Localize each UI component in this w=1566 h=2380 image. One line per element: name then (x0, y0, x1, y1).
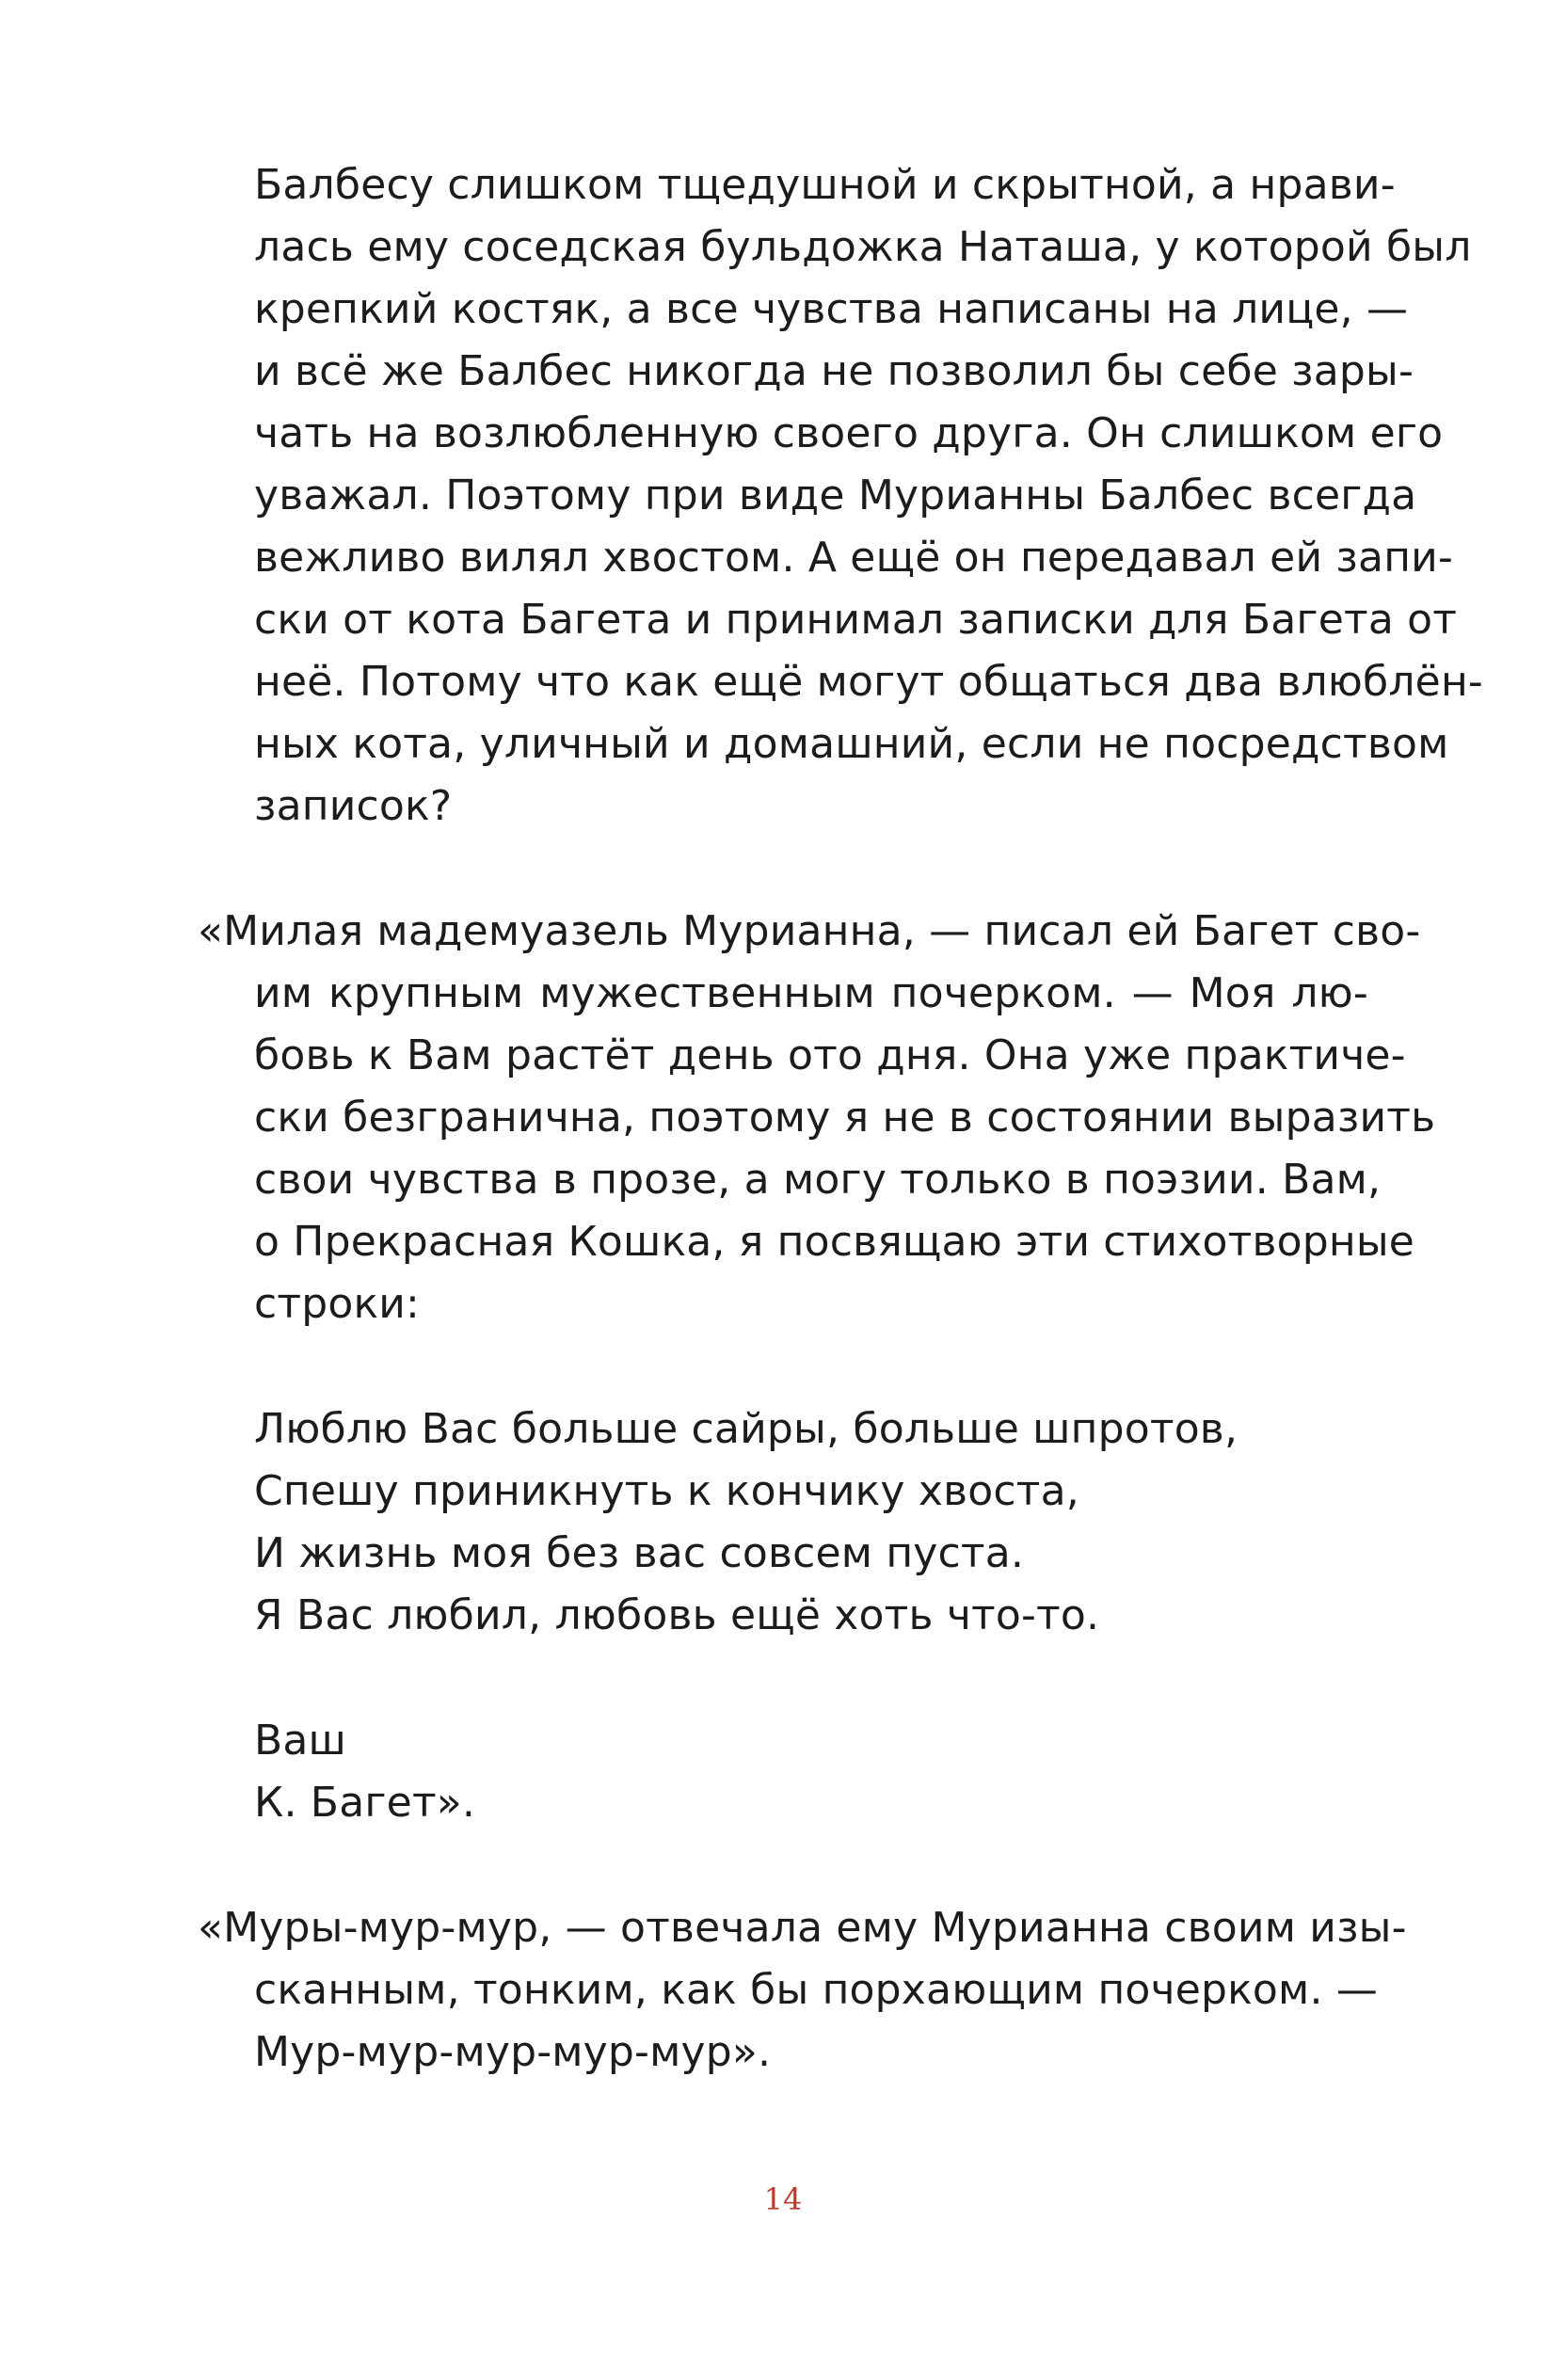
text-line: ски безгранична, поэтому я не в состоянии выразить (254, 1094, 1436, 1142)
text-line: «Муры-мур-мур, — отвечала ему Мурианна своим изы- (198, 1904, 1407, 1952)
signature-line: К. Багет». (254, 1779, 476, 1827)
text-line: вежливо вилял хвостом. А ещё он передавал ей запи- (254, 534, 1454, 582)
poem-line: Спешу приникнуть к кончику хвоста, (254, 1467, 1079, 1515)
poem-line: И жизнь моя без вас совсем пуста. (254, 1529, 1025, 1577)
text-line: ски от кота Багета и принимал записки для Багета от (254, 596, 1458, 644)
text-line: крепкий костяк, а все чувства написаны на лице, — (254, 285, 1409, 333)
text-line: ных кота, уличный и домашний, если не посредством (254, 720, 1449, 768)
text-line: Мур-мур-мур-мур-мур». (254, 2028, 772, 2076)
text-line: чать на возлюбленную своего друга. Он слишком его (254, 409, 1444, 457)
text-line: строки: (254, 1280, 421, 1328)
page-number: 14 (763, 2181, 803, 2217)
signature-line: Ваш (254, 1717, 347, 1765)
text-line: сканным, тонким, как бы порхающим почерком. — (254, 1966, 1379, 2014)
text-line: свои чувства в прозе, а могу только в поэзии. Вам, (254, 1156, 1382, 1204)
text-line: им крупным мужественным почерком. — Моя лю- (254, 969, 1368, 1017)
text-line: «Милая мадемуазель Мурианна, — писал ей Багет сво- (198, 907, 1421, 955)
text-line: уважал. Поэтому при виде Мурианны Балбес всегда (254, 471, 1417, 519)
text-line: бовь к Вам растёт день ото дня. Она уже практиче- (254, 1031, 1406, 1079)
poem-line: Люблю Вас больше сайры, больше шпротов, (254, 1405, 1238, 1453)
text-line: записок? (254, 782, 453, 830)
text-line: неё. Потому что как ещё могут общаться два влюблён- (254, 658, 1483, 706)
text-line: Балбесу слишком тщедушной и скрытной, а нрави- (254, 161, 1396, 209)
text-line: о Прекрасная Кошка, я посвящаю эти стихотворные (254, 1218, 1415, 1266)
text-line: и всё же Балбес никогда не позволил бы себе зары- (254, 347, 1414, 395)
poem-line: Я Вас любил, любовь ещё хоть что-то. (254, 1591, 1100, 1639)
text-line: лась ему соседская бульдожка Наташа, у которой был (254, 223, 1472, 271)
